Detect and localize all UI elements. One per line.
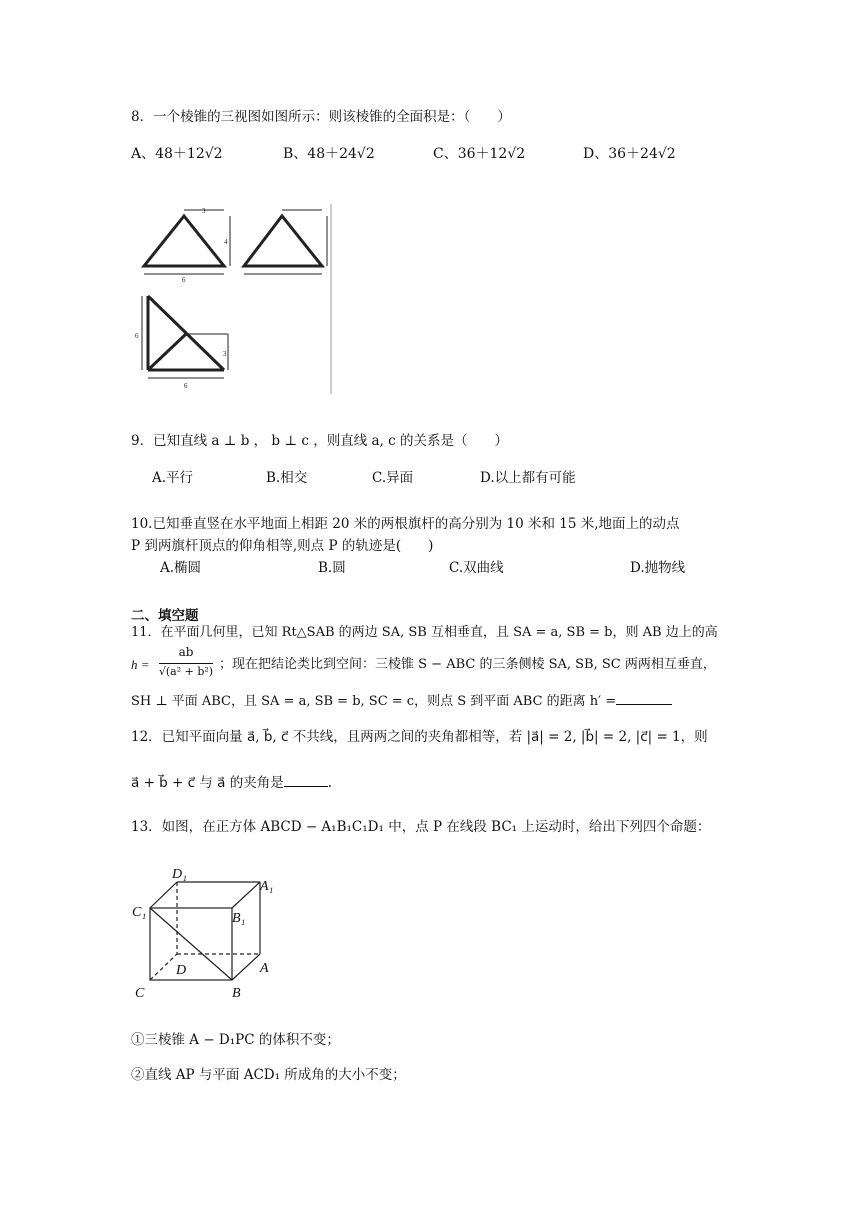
q10-stem-line2: P 到两旗杆顶点的仰角相等,则点 P 的轨迹是( ) xyxy=(131,538,434,554)
q11-line2 xyxy=(131,645,731,685)
cube-label-d: D xyxy=(176,963,187,978)
q10-stem-line1: 10.已知垂直竖在水平地面上相距 20 米的两根旗杆的高分别为 10 米和 15 米,地面上的动点 xyxy=(131,516,680,532)
cube-label-c1: C₁ xyxy=(132,905,147,920)
q9-option-b: B.相交 xyxy=(266,470,308,486)
q12-line1: 12．已知平面向量 a⃗, b⃗, c⃗ 不共线，且两两之间的夹角都相等，若 |a⃗| = 2, |b⃗| = 2, |c⃗| = 1，则 xyxy=(131,729,708,745)
q11-line3 xyxy=(131,690,672,712)
q10-option-a: A.椭圆 xyxy=(160,560,202,576)
cube-label-a1: A₁ xyxy=(260,879,274,894)
q9-stem: 9．已知直线 a ⊥ b ， b ⊥ c ，则直线 a, c 的关系是（ ） xyxy=(131,433,508,449)
q8-option-a: A、48＋12√2 xyxy=(131,146,223,162)
q9-option-c: C.异面 xyxy=(372,470,414,486)
q13-prop-2: ②直线 AP 与平面 ACD₁ 所成角的大小不变； xyxy=(131,1067,406,1083)
q13-stem: 13．如图，在正方体 ABCD − A₁B₁C₁D₁ 中，点 P 在线段 BC₁ 上运动时，给出下列四个命题： xyxy=(131,819,711,835)
fig-right-dim: 3 xyxy=(223,350,227,358)
cube-figure xyxy=(130,862,290,1007)
q12-line2-text: a⃗ + b⃗ + c⃗ 与 a⃗ 的夹角是 xyxy=(131,775,284,791)
q9-option-a: A.平行 xyxy=(152,470,194,486)
q8-option-d: D、36＋24√2 xyxy=(583,146,676,162)
q10-option-b: B.圆 xyxy=(318,560,346,576)
cube-label-c: C xyxy=(135,986,145,1001)
fig-top-dim: 3 xyxy=(202,207,206,215)
q11-frac-num: ab xyxy=(178,645,194,659)
fig-side-dim: 4 xyxy=(224,238,228,246)
q9-option-d: D.以上都有可能 xyxy=(480,470,576,486)
q11-answer-blank[interactable] xyxy=(616,690,672,705)
cube-label-d1: D₁ xyxy=(172,867,187,882)
q11-line2-text: ；现在把结论类比到空间：三棱锥 S − ABC 的三条侧棱 SA, SB, SC 两两相互垂直， xyxy=(219,657,716,672)
q12-line2-end: . xyxy=(327,775,332,791)
q8-option-c: C、36＋12√2 xyxy=(433,146,526,162)
fig-left-dim: 6 xyxy=(135,332,139,340)
q11-h-label: h = xyxy=(131,657,150,672)
fraction-bar xyxy=(159,663,213,664)
q11-line3-text: SH ⊥ 平面 ABC，且 SA = a, SB = b, SC = c，则点 S 到平面 ABC 的距离 h′ = xyxy=(131,694,617,709)
cube-label-b1: B₁ xyxy=(232,911,246,926)
q8-stem: 8．一个棱锥的三视图如图所示：则该棱锥的全面积是：（ ） xyxy=(131,109,511,125)
cube-label-b: B xyxy=(232,986,241,1001)
section-title: 二、填空题 xyxy=(131,608,199,624)
q11-frac-den: √(a² + b²) xyxy=(158,665,214,678)
three-view-figure xyxy=(132,198,337,398)
q12-line2 xyxy=(131,772,332,793)
q10-option-d: D.抛物线 xyxy=(630,560,686,576)
q10-option-c: C.双曲线 xyxy=(449,560,504,576)
q13-prop-1: ①三棱锥 A − D₁PC 的体积不变； xyxy=(131,1032,340,1048)
fig-bottom-dim: 6 xyxy=(184,382,188,390)
q11-line1: 11．在平面几何里，已知 Rt△SAB 的两边 SA, SB 互相垂直，且 SA = a, SB = b，则 AB 边上的高 xyxy=(131,625,718,640)
q8-option-b: B、48＋24√2 xyxy=(283,146,375,162)
cube-label-a: A xyxy=(260,961,269,976)
q12-answer-blank[interactable] xyxy=(284,772,328,787)
fig-base-dim: 6 xyxy=(182,276,186,284)
